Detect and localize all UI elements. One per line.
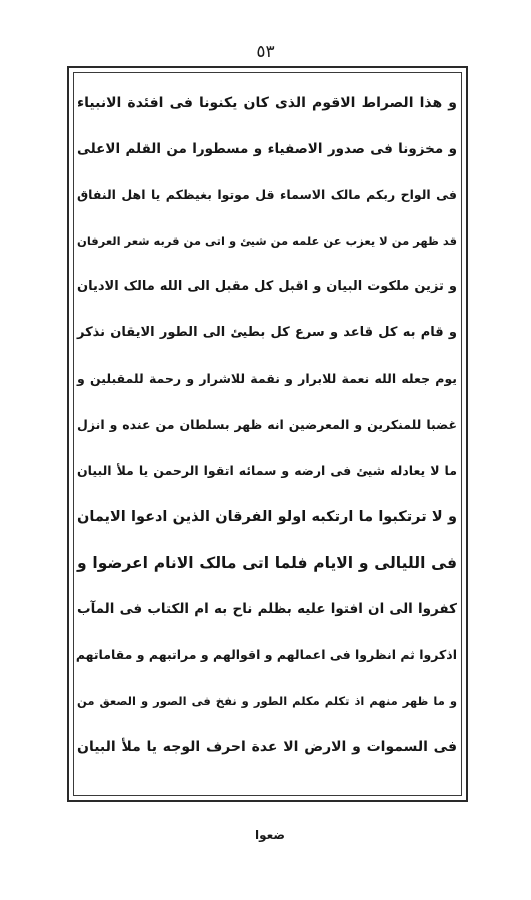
text-line: غضبا للمنکرین و المعرضین انه ظهر بسلطان من عنده و انزل bbox=[77, 417, 457, 432]
text-line: و تزین ملکوت البیان و اقبل کل مقبل الی الله مالک الادیان bbox=[77, 279, 457, 294]
text-line: و هذا الصراط الاقوم الذی کان یکنونا فی افئدة الانبیاء bbox=[77, 95, 457, 111]
text-line: قد ظهر من لا یعزب عن علمه من شیئ و اتی من قربه شعر العرفان bbox=[77, 234, 457, 248]
text-line: فی الواح ربکم مالک الاسماء قل موتوا بغیظکم یا اهل النفاق bbox=[77, 187, 457, 202]
text-line: فی السموات و الارض الا عدة احرف الوجه یا ملأ البیان bbox=[77, 739, 457, 755]
manuscript-text-block bbox=[77, 82, 457, 802]
text-line: فی اللیالی و الایام فلما اتی مالک الانام اعرضوا و bbox=[77, 554, 457, 572]
page-number: ٥٣ bbox=[256, 42, 275, 62]
text-line: و مخزونا فی صدور الاصفیاء و مسطورا من القلم الاعلی bbox=[77, 141, 457, 157]
text-line: و لا ترتکبوا ما ارتکبه اولو الفرقان الذین ادعوا الایمان bbox=[77, 509, 457, 525]
text-line: کفروا الی ان افتوا علیه بظلم ناح به ام الکتاب فی المآب bbox=[77, 601, 457, 617]
text-line: ما لا یعادله شیئ فی ارضه و سمائه اتقوا الرحمن یا ملأ البیان bbox=[77, 463, 457, 478]
text-line: یوم جعله الله نعمة للابرار و نقمة للاشرار و رحمة للمقبلین و bbox=[77, 371, 457, 386]
text-line: و ما ظهر منهم اذ تکلم مکلم الطور و نفخ فی الصور و الصعق من bbox=[77, 694, 457, 708]
catchword: ضعوا bbox=[254, 828, 285, 842]
text-line: اذکروا ثم انظروا فی اعمالهم و اقوالهم و مراتبهم و مقاماتهم bbox=[75, 647, 457, 662]
text-line: و قام به کل قاعد و سرع کل بطیئ الی الطور الایقان نذکر bbox=[77, 325, 457, 340]
